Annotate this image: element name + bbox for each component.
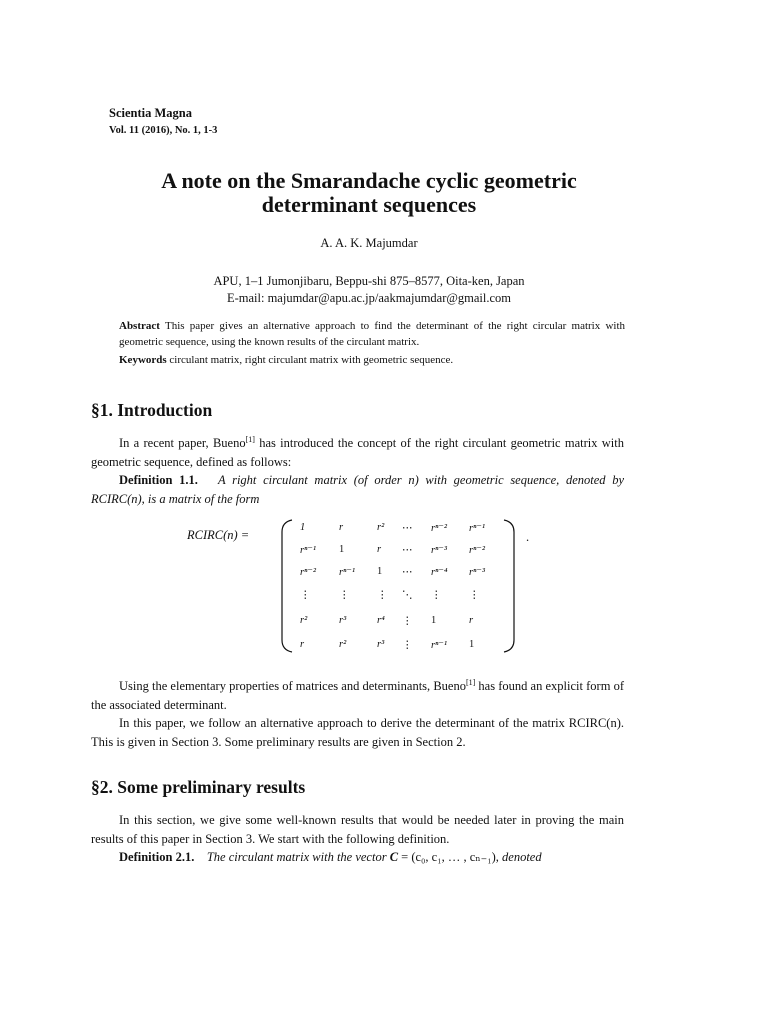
matrix-cell: ⋮ xyxy=(300,590,311,601)
abstract-text: This paper gives an alternative approach to find the determinant of the right circular matrix with geometric sequence, using the known results of the circulant matrix. xyxy=(119,320,625,348)
keywords-text: circulant matrix, right circulant matrix with geometric sequence. xyxy=(169,354,454,366)
keywords xyxy=(119,352,625,368)
matrix-cell: ⋮ xyxy=(339,590,350,601)
matrix-cell: r xyxy=(377,544,382,555)
definition-2-1-text-end: denoted xyxy=(498,850,542,864)
matrix-cell: rⁿ⁻¹ xyxy=(469,523,486,534)
section-1-paragraph-1 xyxy=(91,434,624,471)
definition-2-1-label: Definition 2.1. xyxy=(119,850,195,864)
matrix-label: RCIRC(n) = xyxy=(187,528,250,542)
author-name: A. A. K. Majumdar xyxy=(320,236,418,250)
matrix-period: . xyxy=(526,530,530,544)
abstract-label: Abstract xyxy=(119,320,160,332)
matrix-cell: rⁿ⁻² xyxy=(300,567,317,578)
definition-1-1-text: A right circulant matrix (of order n) with geometric sequence, denoted by RCIRC(n), is a matrix of the form xyxy=(91,473,624,506)
title-line-1: A note on the Smarandache cyclic geometric xyxy=(161,168,577,193)
p1-text-end: has introduced the concept of the right circulant geometric matrix with geometric sequence, defined as follows: xyxy=(91,436,624,469)
matrix-cell: ⋱ xyxy=(402,590,413,601)
affiliation-email: E-mail: majumdar@apu.ac.jp/aakmajumdar@gmail.com xyxy=(226,291,512,305)
section-1-paragraph-3: In this paper, we follow an alternative approach to derive the determinant of the matrix RCIRC(n). This is given in Section 3. Some preliminary results are given in Section 2. xyxy=(91,716,624,749)
matrix-cell: r³ xyxy=(339,615,347,626)
matrix-cell: rⁿ⁻¹ xyxy=(431,640,448,651)
matrix-left-paren xyxy=(280,518,294,654)
paper-title xyxy=(60,169,678,217)
definition-2-1-text: The circulant matrix with the vector xyxy=(206,850,387,864)
title-line-2: determinant sequences xyxy=(261,192,477,217)
definition-1-1-label: Definition 1.1. xyxy=(119,473,198,487)
matrix-cell: ⋮ xyxy=(402,616,413,627)
section-2-heading: §2. Some preliminary results xyxy=(91,777,306,797)
journal-volume: Vol. 11 (2016), No. 1, 1-3 xyxy=(109,125,218,136)
p2-text-end: has found an explicit form of the associated determinant. xyxy=(91,679,624,712)
matrix-cell: ⋮ xyxy=(402,640,413,651)
citation-ref-2: [1] xyxy=(465,677,476,687)
definition-2-1-vector: C xyxy=(389,850,399,864)
section-2-paragraph-1: In this section, we give some well-known results that would be needed later in proving the main results of this paper in Section 3. We start with the following definition. xyxy=(91,813,624,846)
p1-text-start: In a recent paper, Bueno xyxy=(119,436,246,450)
matrix-cell: r² xyxy=(339,639,347,650)
matrix-cell: 1 xyxy=(300,522,306,533)
matrix-cell: rⁿ⁻¹ xyxy=(339,567,356,578)
section-1-paragraph-2 xyxy=(91,677,624,714)
definition-2-1 xyxy=(91,848,624,867)
matrix-cell: r⁴ xyxy=(377,615,385,626)
definition-2-1-eq: = (c₀, c₁, … , cₙ₋₁), xyxy=(398,850,499,864)
matrix-cell: ⋮ xyxy=(431,590,442,601)
matrix-cell: 1 xyxy=(469,639,475,650)
matrix-cell: ⋮ xyxy=(469,590,480,601)
abstract xyxy=(119,318,625,350)
matrix-right-paren xyxy=(502,518,516,654)
matrix-cell: 1 xyxy=(339,544,345,555)
matrix-cell: 1 xyxy=(377,566,383,577)
matrix-cell: r xyxy=(300,639,305,650)
matrix-cell: rⁿ⁻³ xyxy=(469,567,486,578)
section-1-heading: §1. Introduction xyxy=(91,400,213,420)
matrix-cell: r xyxy=(339,522,344,533)
matrix-cell: r² xyxy=(377,522,385,533)
affiliation xyxy=(60,273,678,307)
p2-text-start: Using the elementary properties of matrices and determinants, Bueno xyxy=(119,679,466,693)
matrix-cell: ⋮ xyxy=(377,590,388,601)
matrix-cell: rⁿ⁻² xyxy=(431,523,448,534)
keywords-label: Keywords xyxy=(119,354,167,366)
matrix-cell: r³ xyxy=(377,639,385,650)
matrix-cell: ⋯ xyxy=(402,523,413,534)
matrix-cell: rⁿ⁻³ xyxy=(431,545,448,556)
matrix-cell: r² xyxy=(300,615,308,626)
definition-1-1 xyxy=(91,471,624,508)
matrix-cell: rⁿ⁻¹ xyxy=(300,545,317,556)
journal-name: Scientia Magna xyxy=(109,106,192,120)
matrix-cell: ⋯ xyxy=(402,545,413,556)
matrix-cell: rⁿ⁻⁴ xyxy=(431,567,448,578)
citation-ref: [1] xyxy=(245,434,255,444)
matrix-cell: 1 xyxy=(431,615,437,626)
matrix-cell: rⁿ⁻² xyxy=(469,545,486,556)
matrix-cell: r xyxy=(469,615,474,626)
affiliation-address: APU, 1–1 Jumonjibaru, Beppu-shi 875–8577, Oita-ken, Japan xyxy=(213,274,525,288)
matrix-cell: ⋯ xyxy=(402,567,413,578)
